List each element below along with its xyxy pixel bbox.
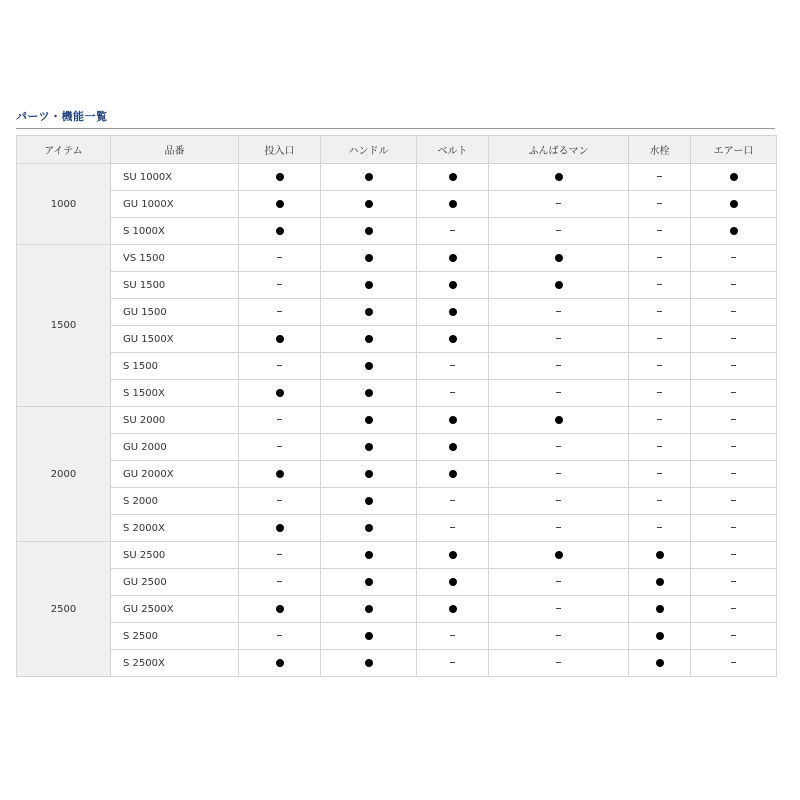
header-funbaruman: ふんばるマン [489, 136, 629, 164]
feature-cell [691, 218, 777, 245]
feature-cell [629, 191, 691, 218]
feature-cell [239, 542, 321, 569]
feature-cell [321, 218, 417, 245]
feature-cell [691, 542, 777, 569]
item-group-cell: 2000 [17, 407, 111, 542]
table-body [17, 164, 777, 677]
model-cell: SU 1500 [111, 272, 239, 299]
table-header-row [17, 136, 777, 164]
feature-cell [417, 623, 489, 650]
not-available-dash-icon [450, 635, 455, 636]
feature-cell [489, 272, 629, 299]
available-dot-icon [365, 173, 373, 181]
not-available-dash-icon [657, 392, 662, 393]
feature-cell [489, 488, 629, 515]
available-dot-icon [365, 470, 373, 478]
feature-cell [691, 353, 777, 380]
feature-cell [691, 434, 777, 461]
model-cell: S 2500 [111, 623, 239, 650]
available-dot-icon [656, 605, 664, 613]
not-available-dash-icon [731, 446, 736, 447]
available-dot-icon [449, 335, 457, 343]
not-available-dash-icon [556, 608, 561, 609]
available-dot-icon [555, 254, 563, 262]
available-dot-icon [276, 200, 284, 208]
feature-cell [629, 515, 691, 542]
not-available-dash-icon [556, 230, 561, 231]
feature-cell [489, 515, 629, 542]
available-dot-icon [365, 659, 373, 667]
model-cell: GU 2500 [111, 569, 239, 596]
feature-cell [321, 488, 417, 515]
table-row [17, 272, 777, 299]
feature-cell [239, 299, 321, 326]
header-handle: ハンドル [321, 136, 417, 164]
available-dot-icon [449, 416, 457, 424]
table-row [17, 515, 777, 542]
available-dot-icon [449, 551, 457, 559]
table-row [17, 596, 777, 623]
not-available-dash-icon [556, 446, 561, 447]
table-row [17, 380, 777, 407]
feature-cell [629, 542, 691, 569]
not-available-dash-icon [731, 500, 736, 501]
not-available-dash-icon [657, 203, 662, 204]
not-available-dash-icon [450, 365, 455, 366]
not-available-dash-icon [556, 635, 561, 636]
not-available-dash-icon [731, 392, 736, 393]
feature-cell [321, 380, 417, 407]
available-dot-icon [449, 281, 457, 289]
not-available-dash-icon [277, 365, 282, 366]
not-available-dash-icon [657, 419, 662, 420]
feature-cell [629, 461, 691, 488]
feature-cell [629, 623, 691, 650]
feature-cell [489, 218, 629, 245]
model-cell: GU 1000X [111, 191, 239, 218]
not-available-dash-icon [556, 527, 561, 528]
feature-cell [629, 407, 691, 434]
available-dot-icon [365, 227, 373, 235]
not-available-dash-icon [657, 311, 662, 312]
feature-cell [691, 299, 777, 326]
not-available-dash-icon [556, 473, 561, 474]
available-dot-icon [555, 173, 563, 181]
available-dot-icon [555, 281, 563, 289]
feature-cell [489, 542, 629, 569]
model-cell: GU 1500X [111, 326, 239, 353]
available-dot-icon [449, 173, 457, 181]
not-available-dash-icon [731, 581, 736, 582]
feature-cell [239, 380, 321, 407]
table-row [17, 461, 777, 488]
feature-cell [417, 191, 489, 218]
feature-cell [417, 353, 489, 380]
model-cell: S 2500X [111, 650, 239, 677]
table-row [17, 488, 777, 515]
table-row [17, 434, 777, 461]
not-available-dash-icon [657, 176, 662, 177]
feature-cell [691, 623, 777, 650]
not-available-dash-icon [556, 662, 561, 663]
table-row [17, 542, 777, 569]
feature-cell [417, 164, 489, 191]
not-available-dash-icon [731, 311, 736, 312]
model-cell: GU 2000 [111, 434, 239, 461]
feature-cell [489, 245, 629, 272]
available-dot-icon [449, 578, 457, 586]
feature-cell [321, 191, 417, 218]
table-row [17, 650, 777, 677]
available-dot-icon [555, 416, 563, 424]
feature-cell [489, 569, 629, 596]
available-dot-icon [449, 308, 457, 316]
available-dot-icon [730, 173, 738, 181]
available-dot-icon [276, 389, 284, 397]
feature-cell [489, 380, 629, 407]
feature-cell [417, 488, 489, 515]
available-dot-icon [365, 254, 373, 262]
available-dot-icon [730, 227, 738, 235]
not-available-dash-icon [657, 473, 662, 474]
feature-cell [489, 191, 629, 218]
feature-cell [239, 650, 321, 677]
item-group-cell: 1500 [17, 245, 111, 407]
feature-cell [239, 191, 321, 218]
model-cell: S 2000 [111, 488, 239, 515]
feature-cell [417, 569, 489, 596]
feature-cell [489, 164, 629, 191]
feature-cell [629, 326, 691, 353]
not-available-dash-icon [556, 500, 561, 501]
table-row [17, 569, 777, 596]
not-available-dash-icon [657, 257, 662, 258]
feature-cell [691, 407, 777, 434]
feature-cell [629, 488, 691, 515]
available-dot-icon [276, 335, 284, 343]
available-dot-icon [449, 200, 457, 208]
feature-cell [629, 596, 691, 623]
not-available-dash-icon [277, 257, 282, 258]
feature-cell [691, 515, 777, 542]
available-dot-icon [365, 632, 373, 640]
not-available-dash-icon [450, 392, 455, 393]
feature-cell [417, 515, 489, 542]
not-available-dash-icon [556, 203, 561, 204]
available-dot-icon [365, 200, 373, 208]
feature-cell [489, 461, 629, 488]
feature-cell [239, 164, 321, 191]
header-air-vent: エアー口 [691, 136, 777, 164]
feature-cell [691, 380, 777, 407]
feature-cell [417, 272, 489, 299]
not-available-dash-icon [731, 257, 736, 258]
feature-cell [691, 650, 777, 677]
feature-cell [321, 326, 417, 353]
feature-cell [629, 569, 691, 596]
feature-cell [239, 461, 321, 488]
table-row [17, 299, 777, 326]
feature-cell [239, 272, 321, 299]
feature-cell [239, 515, 321, 542]
feature-cell [417, 461, 489, 488]
not-available-dash-icon [277, 284, 282, 285]
feature-cell [417, 434, 489, 461]
feature-cell [239, 623, 321, 650]
table-row [17, 191, 777, 218]
not-available-dash-icon [277, 581, 282, 582]
not-available-dash-icon [657, 284, 662, 285]
available-dot-icon [276, 470, 284, 478]
feature-cell [629, 299, 691, 326]
not-available-dash-icon [556, 311, 561, 312]
available-dot-icon [276, 524, 284, 532]
model-cell: GU 2500X [111, 596, 239, 623]
available-dot-icon [449, 254, 457, 262]
model-cell: VS 1500 [111, 245, 239, 272]
feature-cell [239, 326, 321, 353]
table-row [17, 407, 777, 434]
available-dot-icon [555, 551, 563, 559]
available-dot-icon [365, 416, 373, 424]
table-row [17, 245, 777, 272]
not-available-dash-icon [657, 230, 662, 231]
table-row [17, 164, 777, 191]
model-cell: GU 2000X [111, 461, 239, 488]
feature-cell [489, 596, 629, 623]
not-available-dash-icon [731, 338, 736, 339]
available-dot-icon [365, 335, 373, 343]
not-available-dash-icon [731, 635, 736, 636]
not-available-dash-icon [556, 392, 561, 393]
feature-cell [321, 461, 417, 488]
feature-cell [489, 623, 629, 650]
not-available-dash-icon [450, 230, 455, 231]
feature-cell [321, 272, 417, 299]
not-available-dash-icon [657, 338, 662, 339]
model-cell: SU 2000 [111, 407, 239, 434]
not-available-dash-icon [657, 365, 662, 366]
header-belt: ベルト [417, 136, 489, 164]
item-group-cell: 2500 [17, 542, 111, 677]
available-dot-icon [365, 578, 373, 586]
header-inlet: 投入口 [239, 136, 321, 164]
feature-cell [691, 326, 777, 353]
available-dot-icon [365, 605, 373, 613]
feature-cell [321, 650, 417, 677]
available-dot-icon [449, 470, 457, 478]
not-available-dash-icon [277, 635, 282, 636]
available-dot-icon [656, 578, 664, 586]
available-dot-icon [365, 551, 373, 559]
not-available-dash-icon [657, 446, 662, 447]
available-dot-icon [276, 659, 284, 667]
feature-cell [321, 245, 417, 272]
feature-cell [489, 326, 629, 353]
feature-cell [321, 542, 417, 569]
feature-cell [239, 218, 321, 245]
not-available-dash-icon [277, 554, 282, 555]
not-available-dash-icon [556, 365, 561, 366]
not-available-dash-icon [731, 554, 736, 555]
available-dot-icon [365, 281, 373, 289]
feature-cell [321, 515, 417, 542]
feature-cell [321, 353, 417, 380]
section-title: パーツ・機能一覧 [16, 110, 108, 123]
feature-cell [691, 596, 777, 623]
feature-cell [691, 488, 777, 515]
feature-cell [629, 218, 691, 245]
feature-cell [417, 542, 489, 569]
available-dot-icon [656, 551, 664, 559]
header-item: アイテム [17, 136, 111, 164]
feature-cell [629, 164, 691, 191]
not-available-dash-icon [657, 527, 662, 528]
feature-cell [321, 164, 417, 191]
model-cell: S 1000X [111, 218, 239, 245]
feature-cell [691, 569, 777, 596]
available-dot-icon [276, 173, 284, 181]
not-available-dash-icon [556, 338, 561, 339]
feature-cell [417, 299, 489, 326]
feature-cell [417, 650, 489, 677]
available-dot-icon [365, 524, 373, 532]
feature-cell [489, 407, 629, 434]
not-available-dash-icon [277, 446, 282, 447]
feature-cell [321, 434, 417, 461]
feature-cell [239, 407, 321, 434]
available-dot-icon [730, 200, 738, 208]
available-dot-icon [449, 605, 457, 613]
not-available-dash-icon [731, 284, 736, 285]
item-group-cell: 1000 [17, 164, 111, 245]
model-cell: S 1500 [111, 353, 239, 380]
feature-cell [691, 191, 777, 218]
feature-cell [321, 569, 417, 596]
parts-feature-table [16, 135, 777, 677]
feature-cell [691, 272, 777, 299]
available-dot-icon [656, 659, 664, 667]
feature-cell [417, 326, 489, 353]
available-dot-icon [365, 389, 373, 397]
available-dot-icon [276, 227, 284, 235]
feature-cell [417, 380, 489, 407]
available-dot-icon [365, 362, 373, 370]
not-available-dash-icon [731, 419, 736, 420]
not-available-dash-icon [731, 527, 736, 528]
model-cell: S 1500X [111, 380, 239, 407]
not-available-dash-icon [450, 527, 455, 528]
feature-cell [489, 434, 629, 461]
not-available-dash-icon [450, 500, 455, 501]
not-available-dash-icon [277, 311, 282, 312]
header-model: 品番 [111, 136, 239, 164]
not-available-dash-icon [556, 581, 561, 582]
feature-cell [321, 623, 417, 650]
not-available-dash-icon [657, 500, 662, 501]
feature-cell [489, 353, 629, 380]
model-cell: S 2000X [111, 515, 239, 542]
feature-cell [417, 218, 489, 245]
header-faucet: 水栓 [629, 136, 691, 164]
not-available-dash-icon [731, 473, 736, 474]
not-available-dash-icon [731, 365, 736, 366]
feature-cell [629, 272, 691, 299]
not-available-dash-icon [731, 608, 736, 609]
available-dot-icon [656, 632, 664, 640]
model-cell: SU 1000X [111, 164, 239, 191]
feature-cell [489, 299, 629, 326]
table-row [17, 353, 777, 380]
table-row [17, 326, 777, 353]
available-dot-icon [276, 605, 284, 613]
available-dot-icon [365, 443, 373, 451]
feature-cell [629, 245, 691, 272]
not-available-dash-icon [731, 662, 736, 663]
title-divider [16, 128, 775, 129]
model-cell: SU 2500 [111, 542, 239, 569]
available-dot-icon [365, 308, 373, 316]
feature-cell [239, 353, 321, 380]
feature-cell [239, 569, 321, 596]
feature-cell [239, 596, 321, 623]
feature-cell [417, 596, 489, 623]
table-row [17, 623, 777, 650]
model-cell: GU 1500 [111, 299, 239, 326]
feature-cell [239, 245, 321, 272]
not-available-dash-icon [277, 500, 282, 501]
feature-cell [239, 488, 321, 515]
feature-cell [321, 596, 417, 623]
feature-cell [691, 461, 777, 488]
available-dot-icon [365, 497, 373, 505]
feature-cell [691, 164, 777, 191]
not-available-dash-icon [450, 662, 455, 663]
feature-cell [629, 380, 691, 407]
feature-cell [691, 245, 777, 272]
feature-cell [417, 245, 489, 272]
available-dot-icon [449, 443, 457, 451]
feature-cell [239, 434, 321, 461]
not-available-dash-icon [277, 419, 282, 420]
feature-cell [321, 407, 417, 434]
feature-cell [489, 650, 629, 677]
feature-cell [321, 299, 417, 326]
feature-cell [629, 650, 691, 677]
feature-cell [629, 353, 691, 380]
table-row [17, 218, 777, 245]
feature-cell [629, 434, 691, 461]
feature-cell [417, 407, 489, 434]
